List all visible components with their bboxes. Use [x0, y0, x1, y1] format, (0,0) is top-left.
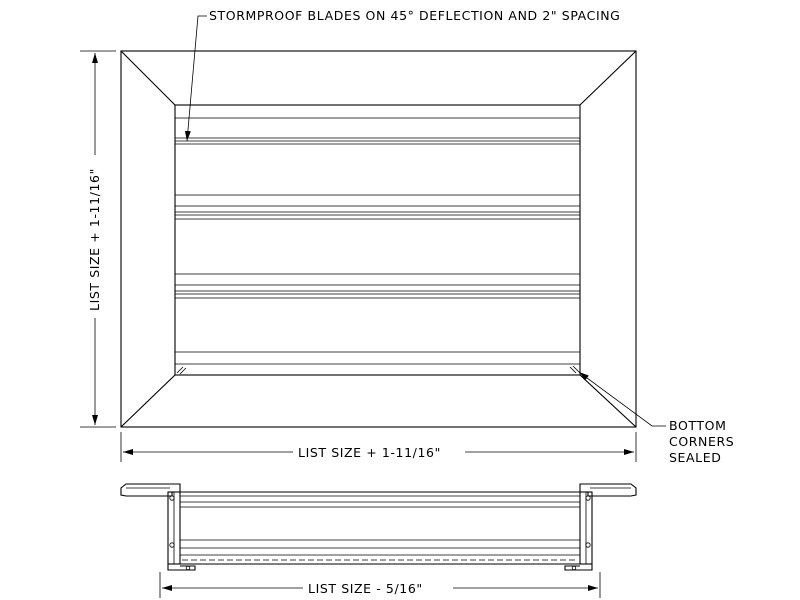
- blade-group-4: [175, 352, 580, 364]
- section-dimension-label: LIST SIZE - 5/16": [308, 581, 423, 596]
- louver-front-elevation: [121, 51, 636, 427]
- width-dimension-label: LIST SIZE + 1-11/16": [298, 445, 441, 460]
- blade-group-1: [175, 118, 580, 144]
- blade-note-leader: [187, 16, 207, 141]
- height-dimension-label: LIST SIZE + 1-11/16": [87, 168, 102, 311]
- corners-note-line1: BOTTOM: [669, 418, 727, 433]
- blade-group-3: [175, 274, 580, 298]
- width-dimension: [121, 432, 636, 462]
- corners-note-line3: SEALED: [669, 450, 722, 465]
- louver-section-view: [121, 484, 636, 570]
- corners-note-line2: CORNERS: [669, 434, 735, 449]
- blade-group-2: [175, 195, 580, 219]
- blade-note: STORMPROOF BLADES ON 45° DEFLECTION AND 2" SPACING: [209, 8, 621, 23]
- height-dimension: [80, 51, 116, 427]
- section-dimension: [160, 572, 600, 598]
- corners-note-leader: [579, 372, 666, 426]
- corner-seal-marks: [177, 366, 579, 374]
